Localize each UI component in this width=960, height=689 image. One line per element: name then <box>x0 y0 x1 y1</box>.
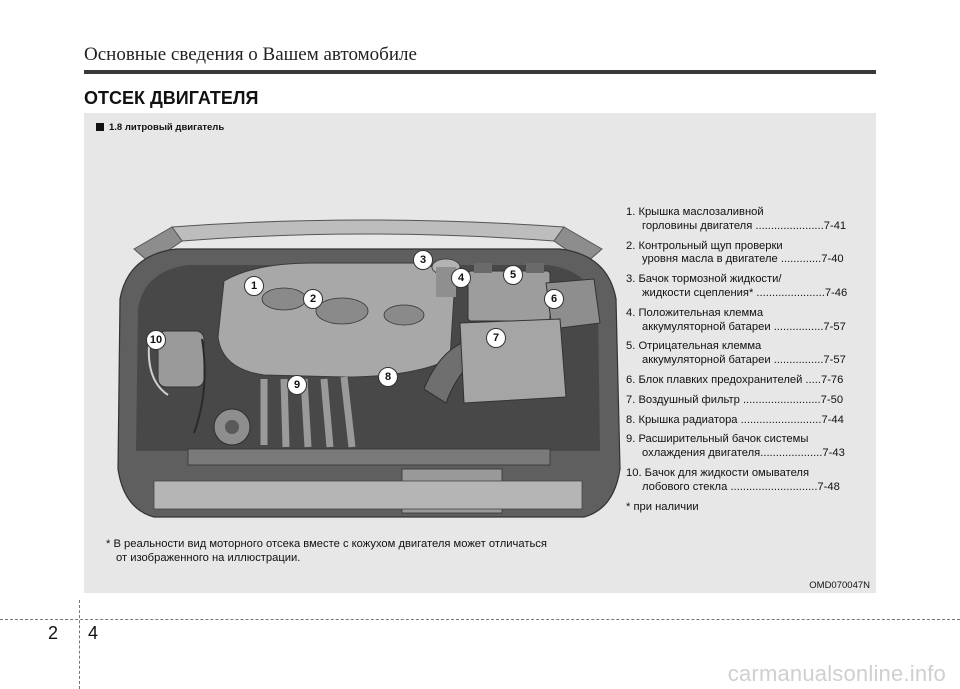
section-title: ОТСЕК ДВИГАТЕЛЯ <box>84 88 259 108</box>
legend-item: 7. Воздушный фильтр .........................7-50 <box>626 393 844 406</box>
legend-item: 9. Расширительный бачок системы охлаждения двигателя....................7-43 <box>626 433 845 460</box>
callout-9: 9 <box>287 375 307 395</box>
square-bullet-icon <box>96 123 104 131</box>
header-rule <box>84 70 876 74</box>
component-legend <box>626 206 866 501</box>
legend-item: 5. Отрицательная клемма аккумуляторной батареи ................7-57 <box>626 340 846 367</box>
page-divider-horizontal <box>0 619 960 620</box>
figure-caption <box>96 122 224 133</box>
legend-item: 2. Контрольный щуп проверки уровня масла в двигателе .............7-40 <box>626 239 844 266</box>
page-number-section: 2 <box>48 623 59 643</box>
legend-item: 4. Положительная клемма аккумуляторной батареи ................7-57 <box>626 306 846 333</box>
engine-bay-illustration <box>114 219 622 529</box>
callout-2: 2 <box>303 289 323 309</box>
callout-4: 4 <box>451 268 471 288</box>
legend-footnote: * при наличии <box>626 501 699 513</box>
figure-code: OMD070047N <box>809 580 870 591</box>
callout-1: 1 <box>244 276 264 296</box>
page-divider-vertical <box>79 600 80 689</box>
legend-item: 1. Крышка маслозаливной горловины двигателя ......................7-41 <box>626 206 847 232</box>
figure-caption-text: 1.8 литровый двигатель <box>109 122 225 133</box>
callout-7: 7 <box>486 328 506 348</box>
illustration-footnote <box>106 537 646 565</box>
callout-10: 10 <box>146 330 166 350</box>
callout-8: 8 <box>378 367 398 387</box>
footnote-line-2: от изображенного на иллюстрации. <box>116 552 301 564</box>
callout-5: 5 <box>503 265 523 285</box>
running-header: Основные сведения о Вашем автомобиле <box>84 44 417 65</box>
figure-panel <box>84 113 876 593</box>
page-number-page: 4 <box>88 623 99 643</box>
watermark: carmanualsonline.info <box>727 661 946 686</box>
legend-item: 8. Крышка радиатора ..........................7-44 <box>626 413 844 426</box>
legend-item: 6. Блок плавких предохранителей .....7-76 <box>626 373 844 386</box>
legend-item: 10. Бачок для жидкости омывателя лобового стекла ............................7-48 <box>626 466 840 493</box>
callout-6: 6 <box>544 289 564 309</box>
callout-3: 3 <box>413 250 433 270</box>
legend-item: 3. Бачок тормозной жидкости/ жидкости сцепления* ......................7-46 <box>626 273 848 299</box>
footnote-line-1: * В реальности вид моторного отсека вместе с кожухом двигателя может отличаться <box>106 538 547 550</box>
